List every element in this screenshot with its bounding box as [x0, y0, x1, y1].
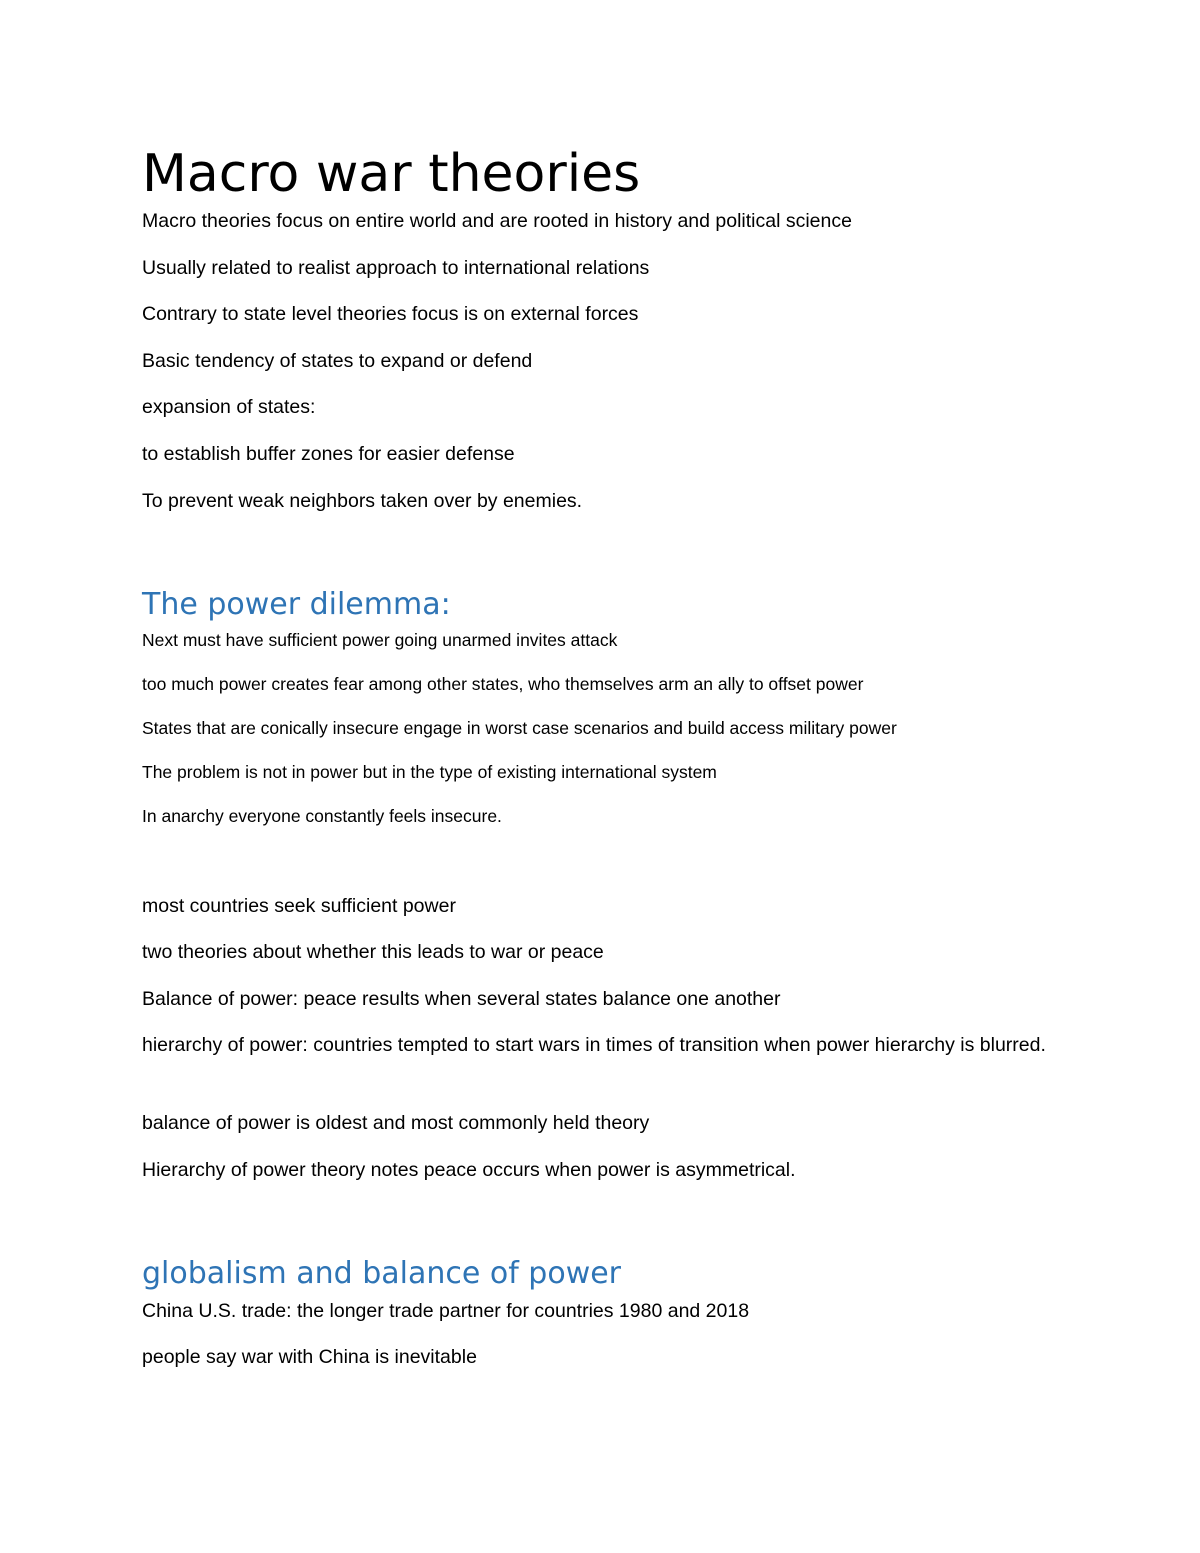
power-dilemma-paragraph: States that are conically insecure engage in worst case scenarios and build access military power	[142, 718, 897, 738]
power-paragraph: Hierarchy of power theory notes peace occurs when power is asymmetrical.	[142, 1159, 796, 1181]
power-paragraph: two theories about whether this leads to war or peace	[142, 941, 604, 963]
power-dilemma-paragraph: too much power creates fear among other states, who themselves arm an ally to offset power	[142, 674, 864, 694]
intro-paragraph: expansion of states:	[142, 396, 316, 418]
globalism-paragraph: people say war with China is inevitable	[142, 1346, 477, 1368]
intro-paragraph: To prevent weak neighbors taken over by enemies.	[142, 490, 583, 512]
section-heading-globalism: globalism and balance of power	[142, 1256, 622, 1291]
intro-paragraph: to establish buffer zones for easier defense	[142, 443, 515, 465]
section-heading-power-dilemma: The power dilemma:	[142, 587, 451, 622]
intro-paragraph: Basic tendency of states to expand or defend	[142, 350, 533, 372]
power-dilemma-paragraph: The problem is not in power but in the type of existing international system	[142, 762, 717, 782]
intro-paragraph: Usually related to realist approach to international relations	[142, 257, 650, 279]
power-paragraph: Balance of power: peace results when several states balance one another	[142, 988, 781, 1010]
globalism-paragraph: China U.S. trade: the longer trade partner for countries 1980 and 2018	[142, 1300, 750, 1322]
power-paragraph: most countries seek sufficient power	[142, 895, 456, 917]
intro-paragraph: Contrary to state level theories focus is on external forces	[142, 303, 639, 325]
intro-paragraph: Macro theories focus on entire world and are rooted in history and political science	[142, 210, 852, 232]
power-dilemma-paragraph: Next must have sufficient power going unarmed invites attack	[142, 630, 618, 650]
power-paragraph: hierarchy of power: countries tempted to start wars in times of transition when power hierarchy is blurred.	[142, 1034, 1046, 1056]
power-paragraph: balance of power is oldest and most commonly held theory	[142, 1112, 650, 1134]
power-dilemma-paragraph: In anarchy everyone constantly feels insecure.	[142, 806, 502, 826]
document-title: Macro war theories	[142, 144, 641, 204]
